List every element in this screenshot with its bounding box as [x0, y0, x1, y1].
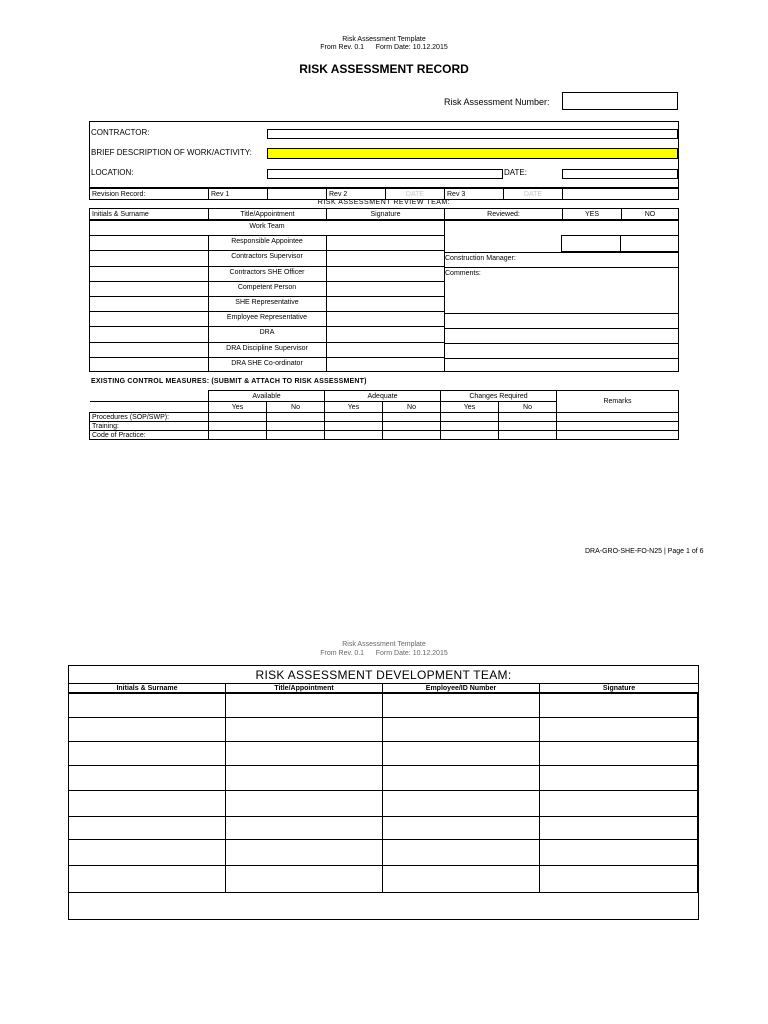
dev-team-cell[interactable] [68, 717, 226, 742]
review-name-cell[interactable] [89, 250, 208, 265]
available-header: Available [209, 391, 325, 402]
review-name-cell[interactable] [89, 357, 208, 372]
ra-number-field[interactable] [562, 92, 678, 110]
training-label: Training: [90, 422, 209, 431]
changes-header: Changes Required [441, 391, 557, 402]
review-role-label: DRA Discipline Supervisor [226, 344, 308, 352]
initials-header: Initials & Surname [90, 209, 209, 220]
review-name-cell[interactable] [89, 235, 208, 250]
adequate-yes: Yes [325, 402, 383, 413]
dev-team-cell[interactable] [68, 865, 226, 893]
review-name-cell[interactable] [89, 281, 208, 296]
review-role-label: Contractors SHE Officer [229, 268, 305, 276]
rev1-label: Rev 1 [209, 189, 268, 200]
review-signature-cell[interactable] [326, 250, 444, 265]
adequate-header: Adequate [325, 391, 441, 402]
comments-label: Comments: [445, 270, 481, 277]
dev-team-cell[interactable] [68, 816, 226, 840]
review-name-cell[interactable] [89, 220, 208, 235]
controls-title: EXISTING CONTROL MEASURES: (SUBMIT & ATTACH TO RISK ASSESSMENT) [91, 378, 367, 385]
review-header [89, 208, 679, 220]
review-signature-cell[interactable] [326, 266, 444, 281]
form-revision: From Rev. 0.1 Form Date: 10.12.2015 [320, 44, 448, 51]
dev-team-cell[interactable] [68, 693, 226, 718]
rev3-date[interactable]: DATE [504, 189, 563, 200]
dev-team-cell[interactable] [539, 790, 698, 817]
description-label: BRIEF DESCRIPTION OF WORK/ACTIVITY: [91, 148, 252, 157]
contractor-label: CONTRACTOR: [91, 128, 150, 137]
dev-team-cell[interactable] [68, 839, 226, 866]
rev2-label: Rev 2 [327, 189, 386, 200]
title-header: Title/Appointment [209, 209, 327, 220]
review-name-cell[interactable] [89, 342, 208, 357]
dev-team-cell[interactable] [382, 790, 540, 817]
review-signature-cell[interactable] [326, 311, 444, 326]
review-name-cell[interactable] [89, 266, 208, 281]
dev-team-cell[interactable] [539, 741, 698, 766]
review-role-label: Employee Representative [226, 314, 308, 322]
dev-team-cell[interactable] [68, 790, 226, 817]
construction-manager-label: Construction Manager: [445, 255, 516, 262]
page-footer: DRA-GRO-SHE-FO-N25 | Page 1 of 6 [585, 548, 704, 555]
review-role-label: DRA SHE Co-ordinator [231, 359, 303, 367]
rev2-date[interactable]: DATE [386, 189, 445, 200]
review-signature-cell[interactable] [326, 235, 444, 250]
available-yes: Yes [209, 402, 267, 413]
dev-team-cell[interactable] [382, 865, 540, 893]
review-signature-cell[interactable] [326, 357, 444, 372]
location-label: LOCATION: [91, 168, 134, 177]
review-role-label: DRA [259, 329, 275, 337]
ra-number-label: Risk Assessment Number: [444, 97, 550, 107]
dev-team-cell[interactable] [225, 741, 383, 766]
dev-team-cell[interactable] [225, 816, 383, 840]
controls-table [89, 390, 679, 440]
dev-team-cell[interactable] [382, 741, 540, 766]
available-no: No [267, 402, 325, 413]
review-signature-cell[interactable] [326, 296, 444, 311]
dev-team-cell[interactable] [382, 765, 540, 791]
revision-label: Revision Record: [90, 189, 209, 200]
dev-team-cell[interactable] [68, 741, 226, 766]
dev-team-cell[interactable] [382, 693, 540, 718]
dev-team-cell[interactable] [539, 865, 698, 893]
reviewed-header: Reviewed: [445, 209, 563, 220]
changes-yes: Yes [441, 402, 499, 413]
template-name-2: Risk Assessment Template [342, 641, 426, 648]
dev-team-cell[interactable] [225, 693, 383, 718]
dev-title-header: Title/Appointment [226, 684, 383, 693]
review-name-cell[interactable] [89, 311, 208, 326]
dev-team-box [68, 665, 699, 920]
dev-initials-header: Initials & Surname [69, 684, 226, 693]
dev-team-cell[interactable] [382, 816, 540, 840]
dev-team-cell[interactable] [225, 865, 383, 893]
yes-header: YES [563, 209, 622, 220]
dev-team-header [68, 683, 699, 693]
review-signature-cell[interactable] [326, 342, 444, 357]
form-revision-2: From Rev. 0.1 Form Date: 10.12.2015 [320, 650, 448, 657]
code-of-practice-label: Code of Practice: [90, 431, 209, 440]
review-name-cell[interactable] [89, 326, 208, 341]
remarks-header: Remarks [557, 391, 679, 413]
rev1-date[interactable] [268, 189, 327, 200]
review-role-label: Responsible Appointee [231, 238, 303, 246]
dev-team-cell[interactable] [539, 839, 698, 866]
signature-header: Signature [327, 209, 445, 220]
date-label: DATE: [504, 168, 527, 177]
changes-no: No [499, 402, 557, 413]
page-title: RISK ASSESSMENT RECORD [299, 62, 469, 76]
dev-team-cell[interactable] [225, 717, 383, 742]
location-field[interactable] [267, 169, 503, 179]
dev-team-cell[interactable] [539, 816, 698, 840]
review-role-label: Contractors Supervisor [231, 253, 303, 261]
dev-team-cell[interactable] [539, 693, 698, 718]
dev-team-cell[interactable] [539, 717, 698, 742]
dev-team-cell[interactable] [382, 717, 540, 742]
review-signature-cell[interactable] [326, 326, 444, 341]
review-signature-cell[interactable] [326, 220, 444, 235]
dev-id-header: Employee/ID Number [383, 684, 540, 693]
dev-team-cell[interactable] [539, 765, 698, 791]
dev-team-cell[interactable] [225, 765, 383, 791]
review-signature-cell[interactable] [326, 281, 444, 296]
date-field[interactable] [562, 169, 678, 179]
contractor-field[interactable] [267, 129, 678, 139]
dev-team-title: RISK ASSESSMENT DEVELOPMENT TEAM: [255, 668, 512, 682]
dev-team-cell[interactable] [382, 839, 540, 866]
no-header: NO [622, 209, 679, 220]
dev-signature-header: Signature [540, 684, 699, 693]
review-role-label: SHE Representative [235, 299, 299, 306]
adequate-no: No [383, 402, 441, 413]
review-team-grid [89, 220, 679, 372]
procedures-label: Procedures (SOP/SWP): [90, 413, 209, 422]
dev-team-cell[interactable] [225, 839, 383, 866]
rev3-label: Rev 3 [445, 189, 504, 200]
review-role-label: Competent Person [237, 283, 297, 291]
dev-team-cell[interactable] [68, 765, 226, 791]
template-name: Risk Assessment Template [342, 36, 426, 43]
review-role-label: Work Team [249, 223, 285, 230]
review-team-title: RISK ASSESSMENT REVIEW TEAM: [317, 199, 451, 206]
dev-team-cell[interactable] [225, 790, 383, 817]
description-field[interactable] [267, 148, 678, 159]
review-name-cell[interactable] [89, 296, 208, 311]
rev-extra[interactable] [563, 189, 679, 200]
